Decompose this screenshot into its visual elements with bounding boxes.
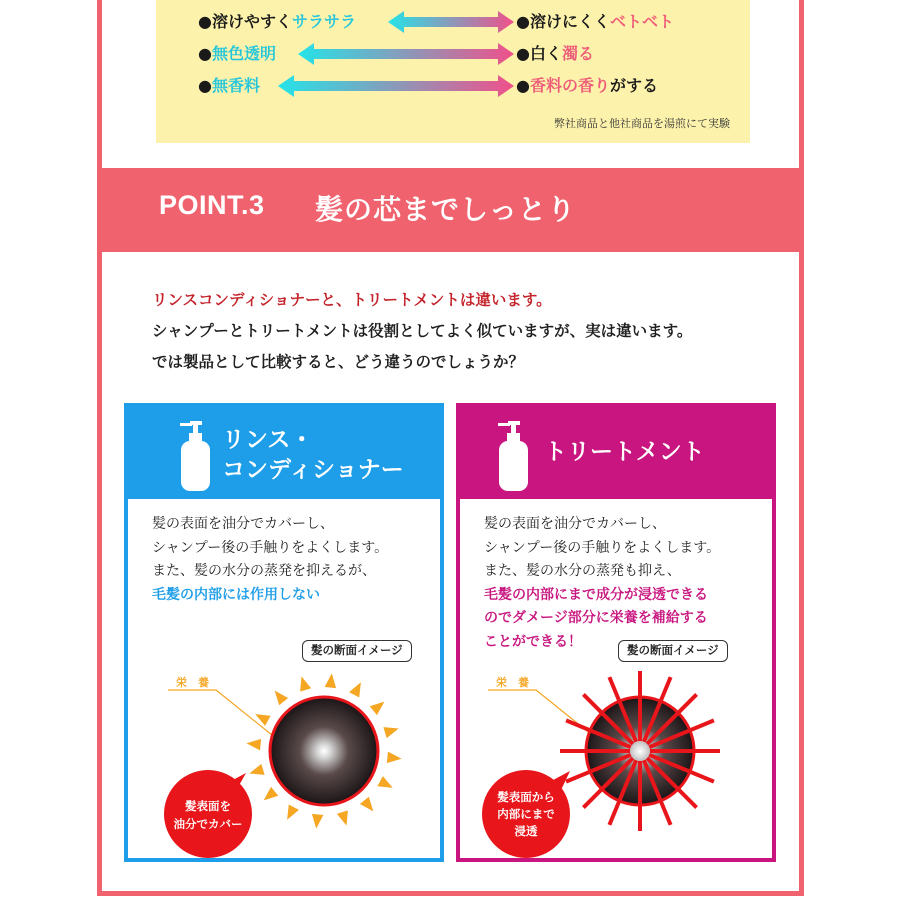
- description-line: 髪の表面を油分でカバーし、: [484, 516, 666, 532]
- left-highlight: 無色透明: [211, 44, 276, 63]
- nutrient-ray: [360, 797, 373, 812]
- description-line: シャンプー後の手触りをよくします。: [152, 539, 389, 556]
- card-title: トリートメント: [544, 439, 705, 465]
- comparison-row: [156, 10, 750, 34]
- nutrient-ray: [264, 787, 279, 800]
- card-description: [152, 513, 442, 607]
- right-suffix: がする: [609, 76, 658, 95]
- left-highlight: サラサラ: [291, 12, 356, 31]
- card-header: [460, 407, 772, 499]
- point-banner: [97, 168, 804, 252]
- card-title: [222, 425, 404, 485]
- speech-bubble: [164, 770, 252, 858]
- right-text: ●白く: [516, 44, 562, 63]
- description-highlight: 毛髪の内部にまで成分が浸透できる: [484, 586, 708, 603]
- nutrient-ray: [387, 752, 402, 763]
- svg-text:油分でカバー: 油分でカバー: [173, 817, 243, 831]
- description-line: 髪の表面を油分でカバーし、: [152, 516, 334, 532]
- description-line: また、髪の水分の蒸発も抑え、: [484, 563, 681, 579]
- comparison-row: [156, 42, 750, 66]
- cross-section-badge: 髪の断面イメージ: [302, 640, 412, 662]
- hair-cross-section-diagram: [128, 667, 440, 862]
- intro-text: [152, 284, 772, 377]
- nutrient-ray: [325, 673, 336, 688]
- card-title-line: リンス・: [222, 427, 314, 453]
- right-text: ●溶けにくく: [516, 12, 610, 31]
- card-description: [484, 513, 774, 654]
- left-text: ●: [198, 44, 212, 63]
- left-text: ●溶けやすく: [198, 12, 292, 31]
- hair-shaft-icon: [270, 697, 378, 805]
- nutrient-ray: [349, 682, 361, 697]
- bottle-icon: [496, 421, 530, 491]
- intro-line: リンスコンディショナーと、トリートメントは違います。: [152, 290, 552, 309]
- speech-bubble: [482, 770, 570, 858]
- right-highlight: 濁る: [561, 44, 594, 63]
- svg-text:髪表面を: 髪表面を: [185, 799, 231, 813]
- double-arrow-icon: [388, 11, 514, 33]
- svg-text:内部にまで: 内部にまで: [497, 807, 555, 821]
- card-title-line: コンディショナー: [222, 457, 404, 483]
- intro-line: では製品として比較すると、どう違うのでしょうか？: [152, 352, 525, 371]
- comparison-row: [156, 74, 750, 98]
- description-highlight: ことができる！: [484, 633, 582, 650]
- card-body: [460, 499, 772, 858]
- nutrient-ray: [337, 810, 348, 825]
- nutrient-ray: [383, 727, 398, 738]
- description-line: シャンプー後の手触りをよくします。: [484, 539, 721, 556]
- left-text: ●: [198, 76, 212, 95]
- card-header: [128, 407, 440, 499]
- experiment-note: 弊社商品と他社商品を湯煎にて実験: [554, 117, 730, 130]
- svg-text:浸透: 浸透: [514, 824, 538, 838]
- bottle-icon: [178, 421, 212, 491]
- right-highlight: ベトベト: [609, 12, 674, 31]
- nutrient-ray: [312, 814, 323, 829]
- description-highlight: 毛髪の内部には作用しない: [152, 586, 320, 603]
- right-text: ●: [516, 76, 530, 95]
- svg-text:栄 養: 栄 養: [496, 676, 529, 689]
- nutrient-ray: [246, 739, 261, 750]
- svg-text:栄 養: 栄 養: [176, 676, 209, 689]
- nutrient-ray: [287, 804, 299, 819]
- double-arrow-icon: [298, 43, 514, 65]
- rinse-card: [124, 403, 444, 862]
- nutrient-ray: [275, 691, 288, 706]
- intro-line: シャンプーとトリートメントは役割としてよく似ていますが、実は違います。: [152, 321, 693, 340]
- description-highlight: のでダメージ部分に栄養を補給する: [484, 610, 708, 626]
- nutrient-ray: [249, 764, 264, 775]
- hair-cross-section-diagram: [460, 667, 772, 862]
- nutrient-ray: [300, 676, 311, 691]
- point-label: POINT.3: [159, 190, 265, 220]
- point-title: 髪の芯までしっとり: [315, 193, 577, 226]
- nutrient-ray: [370, 702, 385, 715]
- comparison-panel: [156, 0, 750, 143]
- nutrient-ray: [377, 776, 392, 788]
- left-highlight: 無香料: [211, 76, 260, 95]
- svg-text:髪表面から: 髪表面から: [497, 790, 555, 804]
- nutrient-label: [168, 675, 272, 735]
- description-line: また、髪の水分の蒸発を抑えるが、: [152, 563, 376, 579]
- double-arrow-icon: [278, 75, 514, 97]
- cross-section-badge: 髪の断面イメージ: [618, 640, 728, 662]
- card-body: [128, 499, 440, 858]
- right-highlight: 香料の香り: [529, 76, 610, 95]
- treatment-card: [456, 403, 776, 862]
